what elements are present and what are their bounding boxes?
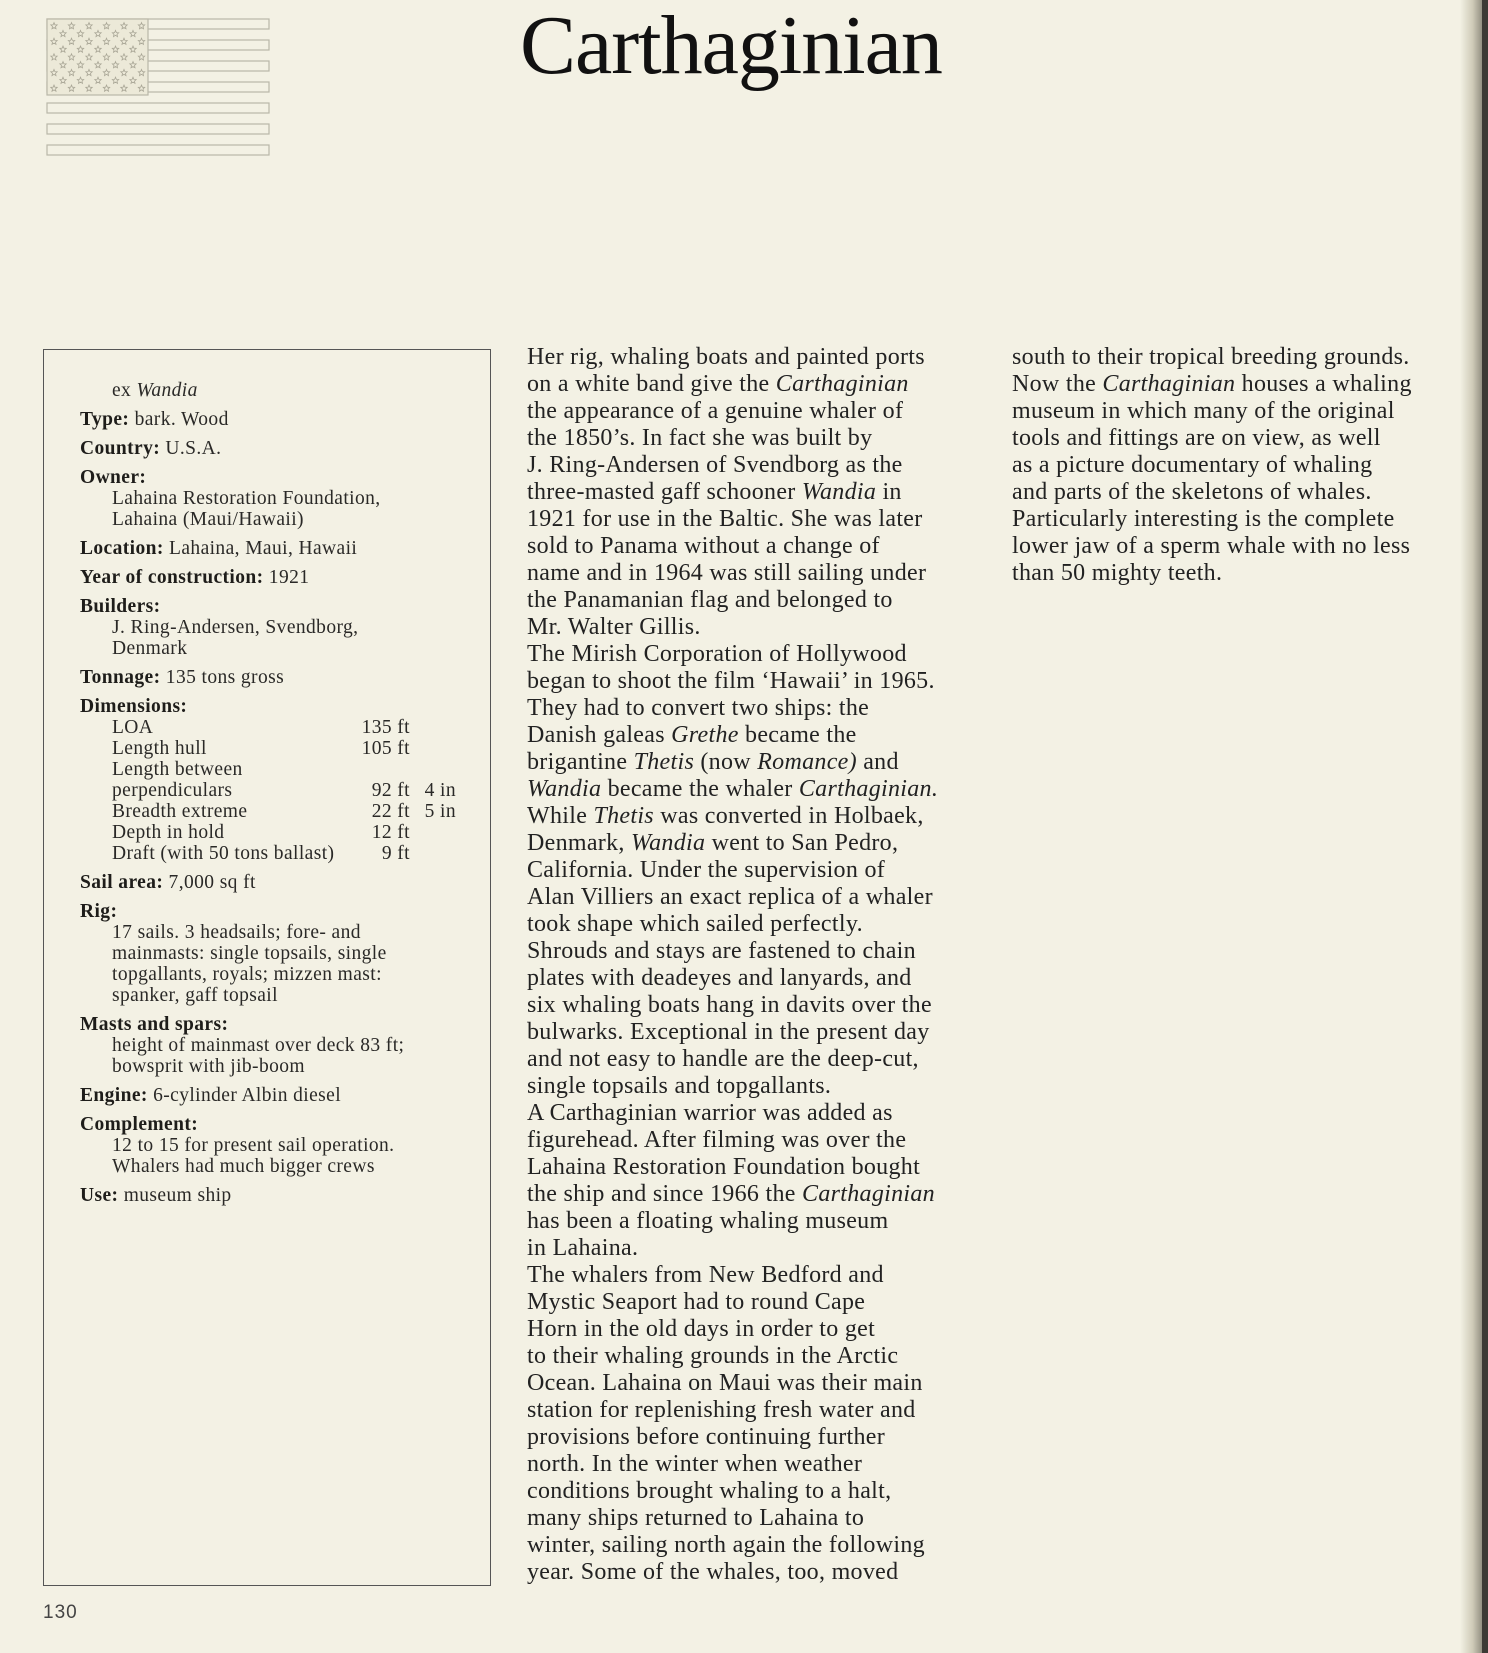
text-line: name and in 1964 was still sailing under xyxy=(527,560,927,586)
text-line: single topsails and topgallants. xyxy=(527,1073,832,1099)
text-line: Her rig, whaling boats and painted ports xyxy=(527,344,925,370)
dimension-row xyxy=(112,780,456,801)
spec-use: Use: museum ship xyxy=(80,1185,232,1206)
text-line: provisions before continuing further xyxy=(527,1424,886,1450)
text-line: than 50 mighty teeth. xyxy=(1012,560,1223,586)
dimension-name: perpendiculars xyxy=(112,780,233,801)
text-line: figurehead. After filming was over the xyxy=(527,1127,907,1153)
dimension-row xyxy=(112,843,456,864)
dimensions-table xyxy=(112,717,456,864)
text-line: north. In the winter when weather xyxy=(527,1451,863,1477)
text-line: Shrouds and stays are fastened to chain xyxy=(527,938,916,964)
dimension-name: Length hull xyxy=(112,738,207,759)
text-line: tools and fittings are on view, as well xyxy=(1012,425,1381,451)
text-line: on a white band give the Carthaginian xyxy=(527,371,909,397)
text-line: California. Under the supervision of xyxy=(527,857,886,883)
spec-owner: Owner: Lahaina Restoration Foundation, Lahaina (Maui/Hawaii) xyxy=(80,467,381,530)
spec-type: Type: bark. Wood xyxy=(80,409,229,430)
dimension-value xyxy=(354,759,410,780)
dimension-value: 9 ft xyxy=(381,843,410,864)
text-line: six whaling boats hang in davits over the xyxy=(527,992,932,1018)
spec-tonnage: Tonnage: 135 tons gross xyxy=(80,667,285,688)
text-line: lower jaw of a sperm whale with no less xyxy=(1012,533,1411,559)
dimension-extra xyxy=(410,738,456,759)
text-line: station for replenishing fresh water and xyxy=(527,1397,916,1423)
text-line: Danish galeas Grethe became the xyxy=(527,722,857,748)
text-line: The whalers from New Bedford and xyxy=(527,1262,884,1288)
text-line: brigantine Thetis (now Romance) and xyxy=(527,749,899,775)
spec-complement: Complement: 12 to 15 for present sail operation. Whalers had much bigger crews xyxy=(80,1114,395,1177)
text-line: plates with deadeyes and lanyards, and xyxy=(527,965,912,991)
dimension-name: Depth in hold xyxy=(112,822,225,843)
text-line: the ship and since 1966 the Carthaginian xyxy=(527,1181,935,1207)
text-line: While Thetis was converted in Holbaek, xyxy=(527,803,924,829)
text-line: Wandia became the whaler Carthaginian. xyxy=(527,776,939,802)
dimension-extra xyxy=(410,717,456,738)
text-line: Denmark, Wandia went to San Pedro, xyxy=(527,830,899,856)
text-line: Lahaina Restoration Foundation bought xyxy=(527,1154,921,1180)
dimension-name: Length between xyxy=(112,759,243,780)
text-line: bulwarks. Exceptional in the present day xyxy=(527,1019,930,1045)
dimension-row xyxy=(112,717,456,738)
dimension-extra: 5 in xyxy=(424,801,456,822)
dimension-value: 22 ft xyxy=(371,801,410,822)
page-title: Carthaginian xyxy=(520,0,942,92)
dimension-value: 135 ft xyxy=(361,717,410,738)
text-line: The Mirish Corporation of Hollywood xyxy=(527,641,907,667)
spec-engine: Engine: 6-cylinder Albin diesel xyxy=(80,1085,342,1106)
text-line: south to their tropical breeding grounds. xyxy=(1012,344,1410,370)
dimension-name: Breadth extreme xyxy=(112,801,248,822)
text-line: A Carthaginian warrior was added as xyxy=(527,1100,893,1126)
text-line: They had to convert two ships: the xyxy=(527,695,870,721)
spec-masts: Masts and spars: height of mainmast over deck 83 ft; bowsprit with jib-boom xyxy=(80,1014,405,1077)
specifications-box xyxy=(43,349,491,1586)
text-line: museum in which many of the original xyxy=(1012,398,1395,424)
dimension-value: 105 ft xyxy=(361,738,410,759)
text-line: three-masted gaff schooner Wandia in xyxy=(527,479,902,505)
body-text-column-2 xyxy=(1012,344,1472,587)
text-line: Mr. Walter Gillis. xyxy=(527,614,701,640)
text-line: Now the Carthaginian houses a whaling xyxy=(1012,371,1412,397)
text-line: began to shoot the film ‘Hawaii’ in 1965. xyxy=(527,668,935,694)
dimension-row xyxy=(112,801,456,822)
spec-dimensions: Dimensions: LOA 135 ft Length hull 105 ft Length between perpendiculars 92 ft 4 in Breadth extreme 22 ft 5 in Depth in hold 12 ft Draft (with 50 tons ballast) 9 ft xyxy=(80,696,456,864)
text-line: in Lahaina. xyxy=(527,1235,639,1261)
page-edge xyxy=(1482,0,1488,1653)
text-line: as a picture documentary of whaling xyxy=(1012,452,1373,478)
us-flag-icon xyxy=(46,18,270,158)
text-line: conditions brought whaling to a halt, xyxy=(527,1478,892,1504)
dimension-row xyxy=(112,738,456,759)
text-line: 1921 for use in the Baltic. She was later xyxy=(527,506,923,532)
spec-rig: Rig: 17 sails. 3 headsails; fore- and mainmasts: single topsails, single topgallants, royals; mizzen mast: spanker, gaff topsail xyxy=(80,901,387,1006)
text-line: has been a floating whaling museum xyxy=(527,1208,889,1234)
spec-sail-area: Sail area: 7,000 sq ft xyxy=(80,872,256,893)
dimension-row xyxy=(112,822,456,843)
spec-country: Country: U.S.A. xyxy=(80,438,222,459)
spec-year: Year of construction: 1921 xyxy=(80,567,310,588)
text-line: to their whaling grounds in the Arctic xyxy=(527,1343,899,1369)
text-line: sold to Panama without a change of xyxy=(527,533,880,559)
text-line: the 1850’s. In fact she was built by xyxy=(527,425,873,451)
text-line: the appearance of a genuine whaler of xyxy=(527,398,904,424)
dimension-value: 12 ft xyxy=(371,822,410,843)
text-line: J. Ring-Andersen of Svendborg as the xyxy=(527,452,903,478)
dimension-name: Draft (with 50 tons ballast) xyxy=(112,843,335,864)
text-line: the Panamanian flag and belonged to xyxy=(527,587,893,613)
text-line: many ships returned to Lahaina to xyxy=(527,1505,865,1531)
page-number: 130 xyxy=(43,1602,78,1623)
spec-builders: Builders: J. Ring-Andersen, Svendborg, Denmark xyxy=(80,596,359,659)
dimension-extra: 4 in xyxy=(424,780,456,801)
dimension-name: LOA xyxy=(112,717,154,738)
body-text-column-1 xyxy=(527,344,987,1586)
text-line: year. Some of the whales, too, moved xyxy=(527,1559,899,1585)
text-line: Alan Villiers an exact replica of a whaler xyxy=(527,884,933,910)
text-line: Ocean. Lahaina on Maui was their main xyxy=(527,1370,923,1396)
spec-location: Location: Lahaina, Maui, Hawaii xyxy=(80,538,358,559)
text-line: and not easy to handle are the deep-cut, xyxy=(527,1046,919,1072)
dimension-extra xyxy=(410,822,456,843)
dimension-extra xyxy=(410,759,456,780)
dimension-extra xyxy=(410,843,456,864)
text-line: took shape which sailed perfectly. xyxy=(527,911,863,937)
dimension-value: 92 ft xyxy=(371,780,410,801)
former-name: ex Wandia xyxy=(112,380,198,401)
text-line: and parts of the skeletons of whales. xyxy=(1012,479,1372,505)
text-line: winter, sailing north again the following xyxy=(527,1532,925,1558)
text-line: Particularly interesting is the complete xyxy=(1012,506,1395,532)
dimension-row xyxy=(112,759,456,780)
text-line: Mystic Seaport had to round Cape xyxy=(527,1289,866,1315)
text-line: Horn in the old days in order to get xyxy=(527,1316,876,1342)
